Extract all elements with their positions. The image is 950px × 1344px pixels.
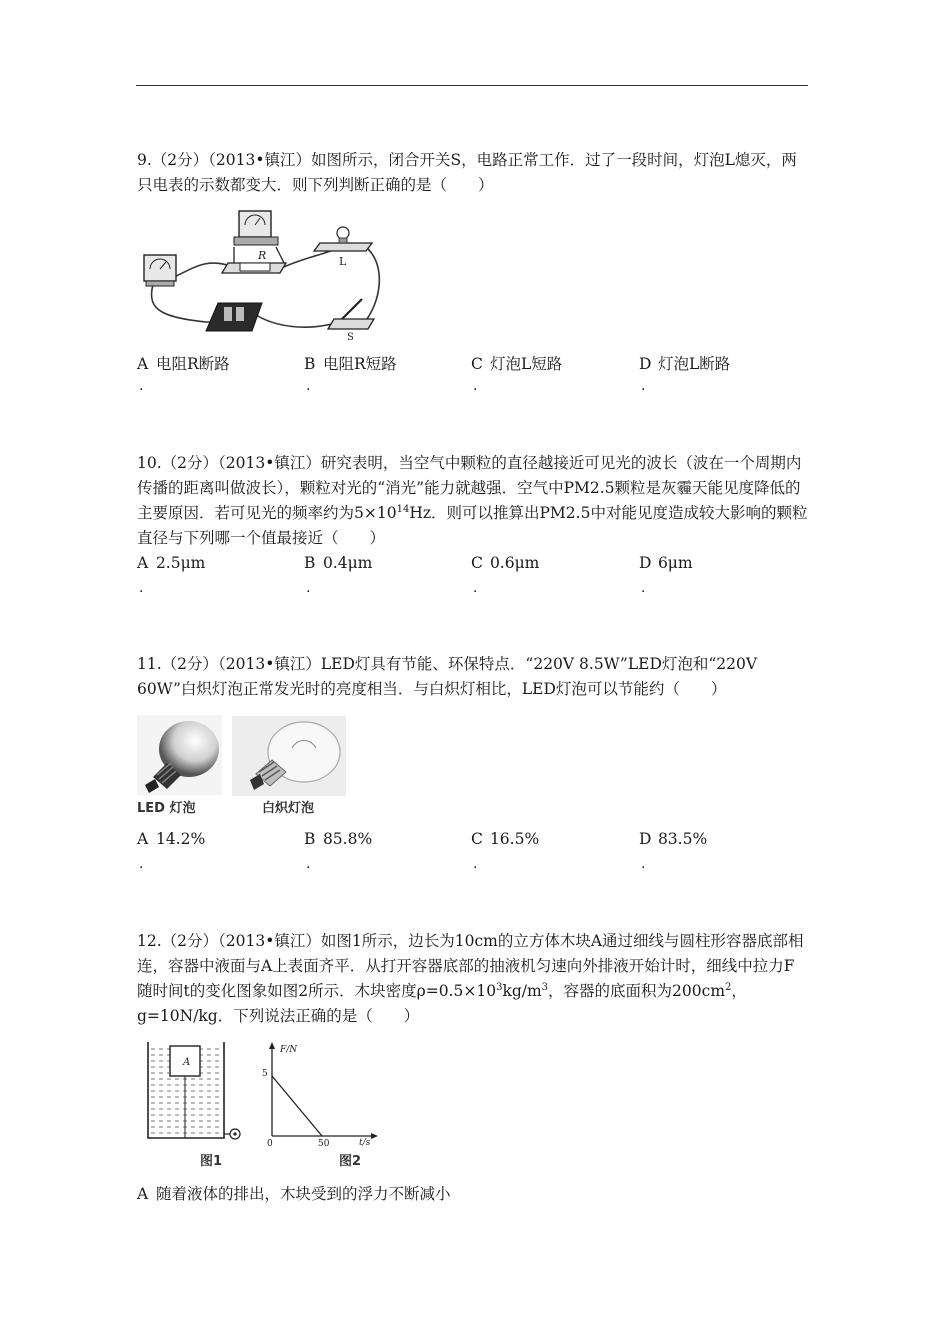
question-12 [137,929,809,1029]
option-a[interactable]: A 2.5μm . [137,554,206,596]
fig2-caption: 图2 [339,1154,362,1169]
option-a[interactable]: A 随着液体的排出，木块受到的浮力不断减小 [137,1185,451,1203]
battery-icon [206,303,262,331]
circuit-diagram [136,207,386,342]
y-axis-label: F/N [280,1045,298,1055]
question-11-options [137,830,809,880]
option-c[interactable]: C 0.6μm . [471,554,540,596]
block-label: A [183,1057,191,1068]
option-d[interactable]: D 83.5% . [639,830,708,872]
option-b[interactable]: B 85.8% . [304,830,373,872]
led-bulb-icon [137,715,222,795]
question-10-text: 10.（2分）（2013•镇江）研究表明，当空气中颗粒的直径越接近可见光的波长（波在一个周期内传播的距离叫做波长），颗粒对光的“消光”能力就越强．空气中PM2.5颗粒是灰霾天能见度降低的主要原因．若可见光的频率约为$5\times 10^{14}Hz$．则可以推算出PM2.5中对能见度造成较大影响的颗粒直径与下列哪一个值最接近（ ） [137,454,808,547]
option-b[interactable]: B 0.4μm . [304,554,373,596]
lamp-label: L [339,255,347,268]
option-a[interactable]: A 14.2% . [137,830,206,872]
question-10 [137,451,809,551]
led-caption: LED 灯泡 [137,801,196,816]
resistor-label: R [258,249,267,262]
option-b[interactable]: B 电阻R短路 . [304,355,397,394]
question-9-options [137,352,809,402]
incandescent-caption: 白炽灯泡 [262,801,315,816]
voltmeter-left-icon [144,255,176,286]
x-tick-label: 50 [318,1139,330,1146]
question-11 [137,652,809,702]
x-axis-label: t/s [359,1138,371,1146]
incandescent-bulb-icon [232,716,346,796]
origin-label: 0 [267,1139,273,1146]
lamp-icon [314,227,372,251]
header-rule [136,85,808,86]
option-c[interactable]: C 16.5% . [471,830,540,872]
switch-icon [328,299,374,329]
fig1-caption: 图1 [200,1154,223,1169]
force-line [272,1076,322,1136]
switch-label: S [347,332,354,342]
option-d[interactable]: D 6μm . [639,554,693,596]
question-9 [137,148,809,198]
question-10-options [137,554,809,604]
question-11-text: 11.（2分）（2013•镇江）LED灯具有节能、环保特点．“220V 8.5W”LED灯泡和“220V 60W”白炽灯泡正常发光时的亮度相当．与白炽灯相比，LED灯泡可以节能约（ ） [137,655,758,698]
container-figure [142,1040,247,1148]
resistor-icon [222,263,286,273]
option-a[interactable]: A 电阻R断路 . [137,355,230,394]
option-c[interactable]: C 灯泡L短路 . [471,355,563,394]
question-12-text: 12.（2分）（2013•镇江）如图1所示，边长为10cm的立方体木块A通过细线与圆柱形容器底部相连，容器中液面与A上表面齐平．从打开容器底部的抽液机匀速向外排液开始计时，细线中拉力F随时间t的变化图象如图2所示．木块密度$\rho=0.5\times 10^3kg/m^3$，容器的底面积为$200cm^2$，g=10N/kg．下列说法正确的是（ ） [137,932,804,1025]
option-d[interactable]: D 灯泡L断路 . [639,355,731,394]
question-12-options [137,1182,809,1232]
force-time-graph [258,1040,380,1146]
question-9-text: 9.（2分）（2013•镇江）如图所示，闭合开关S，电路正常工作．过了一段时间，灯泡L熄灭，两只电表的示数都变大．则下列判断正确的是（ ） [137,151,797,194]
ammeter-top-icon [234,211,278,245]
y-tick-label: 5 [262,1069,268,1079]
